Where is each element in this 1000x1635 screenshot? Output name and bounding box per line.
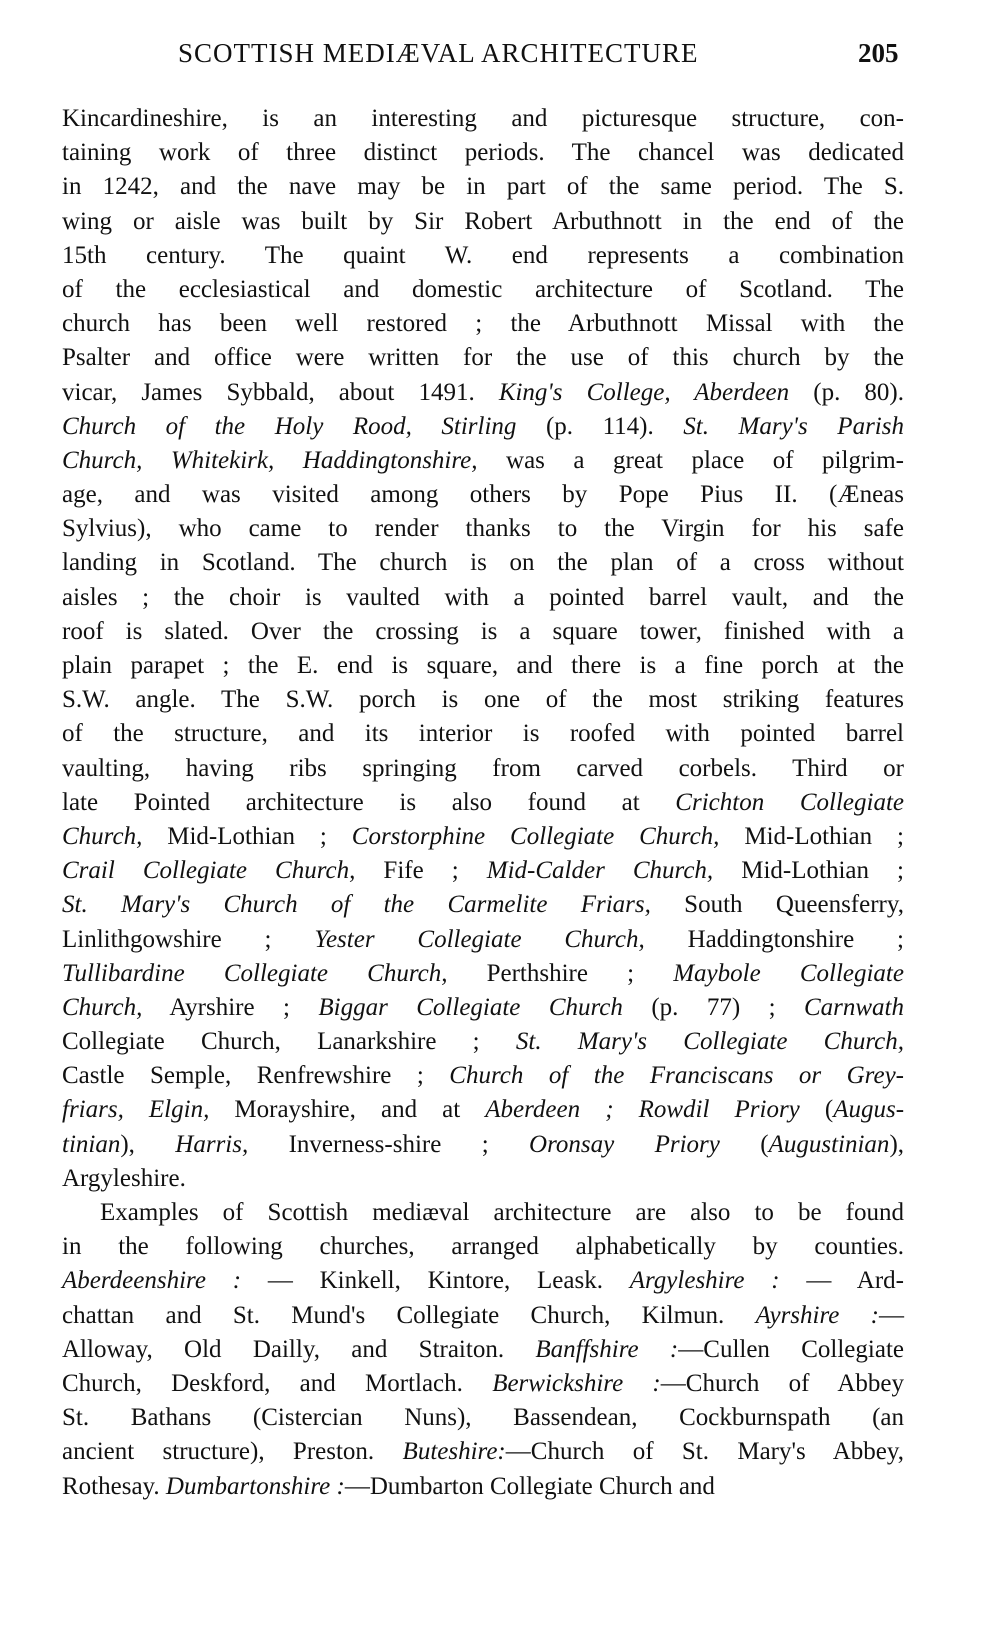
- text-run: ),: [889, 1130, 905, 1158]
- text-run: in 1242, and the nave may be in part of the same period. The S.: [62, 173, 904, 201]
- page-header: [0, 38, 1000, 78]
- italic-run: Harris,: [175, 1130, 249, 1158]
- text-line: [62, 1367, 904, 1401]
- italic-run: Aberdeenshire :: [62, 1267, 242, 1295]
- text-run: Fife ;: [355, 857, 487, 885]
- italic-run: Church,: [62, 993, 143, 1021]
- text-run: S.W. angle. The S.W. porch is one of the most striking features: [62, 686, 904, 714]
- text-run: —: [879, 1301, 904, 1329]
- text-run: taining work of three distinct periods. The chancel was dedicated: [62, 139, 904, 167]
- text-line: [62, 1435, 904, 1469]
- text-line: [62, 649, 904, 683]
- italic-run: Crichton Collegiate: [675, 788, 904, 816]
- text-run: Collegiate Church, Lanarkshire ;: [62, 1028, 516, 1056]
- italic-run: tinian: [62, 1130, 121, 1158]
- text-run: —Dumbarton Collegiate Church and: [344, 1472, 715, 1500]
- text-run: of the ecclesiastical and domestic architecture of Scotland. The: [62, 275, 904, 303]
- text-line: [62, 752, 904, 786]
- text-line: [62, 478, 904, 512]
- text-run: Haddingtonshire ;: [644, 925, 904, 953]
- text-line: [62, 683, 904, 717]
- italic-run: Oronsay Priory: [529, 1130, 720, 1158]
- italic-run: Ayrshire :: [755, 1301, 879, 1329]
- text-line: [62, 444, 904, 478]
- text-run: (p. 77) ;: [622, 993, 804, 1021]
- text-line: [62, 786, 904, 820]
- text-line: [62, 239, 904, 273]
- italic-run: Corstorphine Collegiate Church,: [351, 822, 720, 850]
- text-run: Mid-Lothian ;: [142, 822, 352, 850]
- text-run: Mid-Lothian ;: [719, 822, 904, 850]
- text-run: Inverness-shire ;: [248, 1130, 530, 1158]
- text-run: plain parapet ; the E. end is square, and there is a fine porch at the: [62, 652, 904, 679]
- italic-run: Argyleshire :: [629, 1267, 780, 1295]
- italic-run: Crail Collegiate Church,: [62, 857, 356, 885]
- text-line: [62, 1025, 904, 1059]
- italic-run: Carnwath: [803, 993, 904, 1021]
- text-line: [62, 1401, 904, 1435]
- text-run: St. Bathans (Cistercian Nuns), Bassendean, Cockburnspath (an: [62, 1404, 904, 1432]
- page-number: 205: [858, 38, 899, 68]
- paragraph: [62, 102, 904, 1196]
- italic-run: friars, Elgin,: [62, 1096, 210, 1124]
- text-line: [62, 1093, 904, 1127]
- italic-run: Church,: [62, 822, 143, 850]
- running-title: SCOTTISH MEDIÆVAL ARCHITECTURE: [178, 38, 699, 68]
- text-line: [62, 615, 904, 649]
- text-run: Linlithgowshire ;: [62, 925, 315, 953]
- text-run: landing in Scotland. The church is on the plan of a cross without: [62, 549, 904, 577]
- paragraph: [62, 1196, 904, 1504]
- text-line: [62, 136, 904, 170]
- text-line: [62, 1264, 904, 1298]
- text-line: [62, 1230, 904, 1264]
- italic-run: Maybole Collegiate: [673, 959, 904, 987]
- text-run: age, and was visited among others by Pope Pius II. (Æneas: [62, 481, 904, 509]
- italic-run: St. Mary's Parish: [683, 412, 904, 440]
- text-run: church has been well restored ; the Arbuthnott Missal with the: [62, 310, 904, 338]
- text-run: vaulting, having ribs springing from carved corbels. Third or: [62, 754, 904, 782]
- text-run: Alloway, Old Dailly, and Straiton.: [62, 1335, 536, 1363]
- text-run: of the structure, and its interior is roofed with pointed barrel: [62, 720, 904, 748]
- italic-run: Biggar Collegiate Church: [318, 993, 623, 1021]
- text-run: Examples of Scottish mediæval architecture are also to be found: [100, 1199, 904, 1226]
- text-line: [62, 102, 904, 136]
- text-line: [62, 888, 904, 922]
- text-run: — Ard-: [779, 1267, 905, 1295]
- text-run: Mid-Lothian ;: [713, 857, 904, 885]
- text-line: [62, 546, 904, 580]
- italic-run: Yester Collegiate Church,: [314, 925, 645, 953]
- text-run: —Church of St. Mary's Abbey,: [505, 1438, 904, 1466]
- text-run: Rothesay.: [62, 1472, 166, 1500]
- text-run: ),: [120, 1130, 176, 1158]
- text-run: was a great place of pilgrim-: [477, 446, 904, 474]
- italic-run: Mid-Calder Church,: [486, 857, 714, 885]
- text-line: [62, 991, 904, 1025]
- italic-run: Church, Whitekirk, Haddingtonshire,: [62, 446, 478, 474]
- text-run: roof is slated. Over the crossing is a square tower, finished with a: [62, 617, 904, 645]
- italic-run: Church of the Holy Rood, Stirling: [62, 412, 517, 440]
- text-run: late Pointed architecture is also found at: [62, 788, 676, 816]
- text-run: — Kinkell, Kintore, Leask.: [241, 1267, 630, 1295]
- italic-run: Banffshire :: [535, 1335, 679, 1363]
- text-run: —Church of Abbey: [660, 1369, 904, 1397]
- text-line: [62, 1333, 904, 1367]
- text-line: [62, 205, 904, 239]
- italic-run: Augustinian: [768, 1130, 890, 1158]
- text-line: [62, 410, 904, 444]
- text-line: [62, 1059, 904, 1093]
- text-run: (: [799, 1096, 834, 1124]
- text-line: [62, 1299, 904, 1333]
- italic-run: King's College, Aberdeen: [498, 378, 790, 406]
- text-run: chattan and St. Mund's Collegiate Church, Kilmun.: [62, 1301, 756, 1329]
- text-line: [62, 273, 904, 307]
- text-run: aisles ; the choir is vaulted with a pointed barrel vault, and the: [62, 583, 904, 611]
- text-run: wing or aisle was built by Sir Robert Arbuthnott in the end of the: [62, 207, 904, 235]
- text-run: Morayshire, and at: [209, 1096, 486, 1124]
- italic-run: Aberdeen ; Rowdil Priory: [485, 1096, 800, 1124]
- italic-run: Tullibardine Collegiate Church,: [62, 959, 448, 987]
- italic-run: Augus-: [833, 1096, 905, 1124]
- italic-run: St. Mary's Collegiate Church,: [515, 1028, 904, 1056]
- text-line: [62, 376, 904, 410]
- text-line: [62, 581, 904, 615]
- italic-run: Church of the Franciscans or Grey-: [449, 1062, 904, 1090]
- text-line: [62, 1196, 904, 1230]
- text-run: Kincardineshire, is an interesting and picturesque structure, con-: [62, 105, 904, 132]
- italic-run: Buteshire:: [402, 1438, 506, 1466]
- text-run: ancient structure), Preston.: [62, 1438, 403, 1466]
- text-line: [62, 820, 904, 854]
- text-line: [62, 854, 904, 888]
- text-line: [62, 717, 904, 751]
- text-run: 15th century. The quaint W. end represents a combination: [62, 241, 904, 269]
- text-line: [62, 957, 904, 991]
- text-line: [62, 341, 904, 375]
- italic-run: Dumbartonshire :: [165, 1472, 345, 1500]
- text-run: (: [719, 1130, 769, 1158]
- text-run: Sylvius), who came to render thanks to the Virgin for his safe: [62, 515, 904, 543]
- italic-run: Berwickshire :: [492, 1369, 661, 1397]
- text-line: [62, 512, 904, 546]
- italic-run: St. Mary's Church of the Carmelite Friars,: [62, 891, 651, 919]
- text-run: Psalter and office were written for the use of this church by the: [62, 344, 904, 372]
- text-run: Ayrshire ;: [142, 993, 319, 1021]
- text-run: Argyleshire.: [62, 1164, 186, 1192]
- text-line: [62, 170, 904, 204]
- text-line: [62, 1128, 904, 1162]
- text-line: [62, 1162, 904, 1196]
- text-run: Perthshire ;: [447, 959, 674, 987]
- text-run: (p. 114).: [516, 412, 684, 440]
- text-run: in the following churches, arranged alphabetically by counties.: [62, 1233, 904, 1261]
- text-run: Church, Deskford, and Mortlach.: [62, 1369, 493, 1397]
- text-run: vicar, James Sybbald, about 1491.: [62, 378, 499, 406]
- body-text: [62, 102, 904, 1504]
- text-line: [62, 923, 904, 957]
- text-run: (p. 80).: [789, 378, 904, 406]
- text-run: Castle Semple, Renfrewshire ;: [62, 1062, 450, 1090]
- text-run: South Queensferry,: [650, 891, 904, 919]
- text-line: [62, 307, 904, 341]
- text-run: —Cullen Collegiate: [678, 1335, 904, 1363]
- text-line: [62, 1470, 904, 1504]
